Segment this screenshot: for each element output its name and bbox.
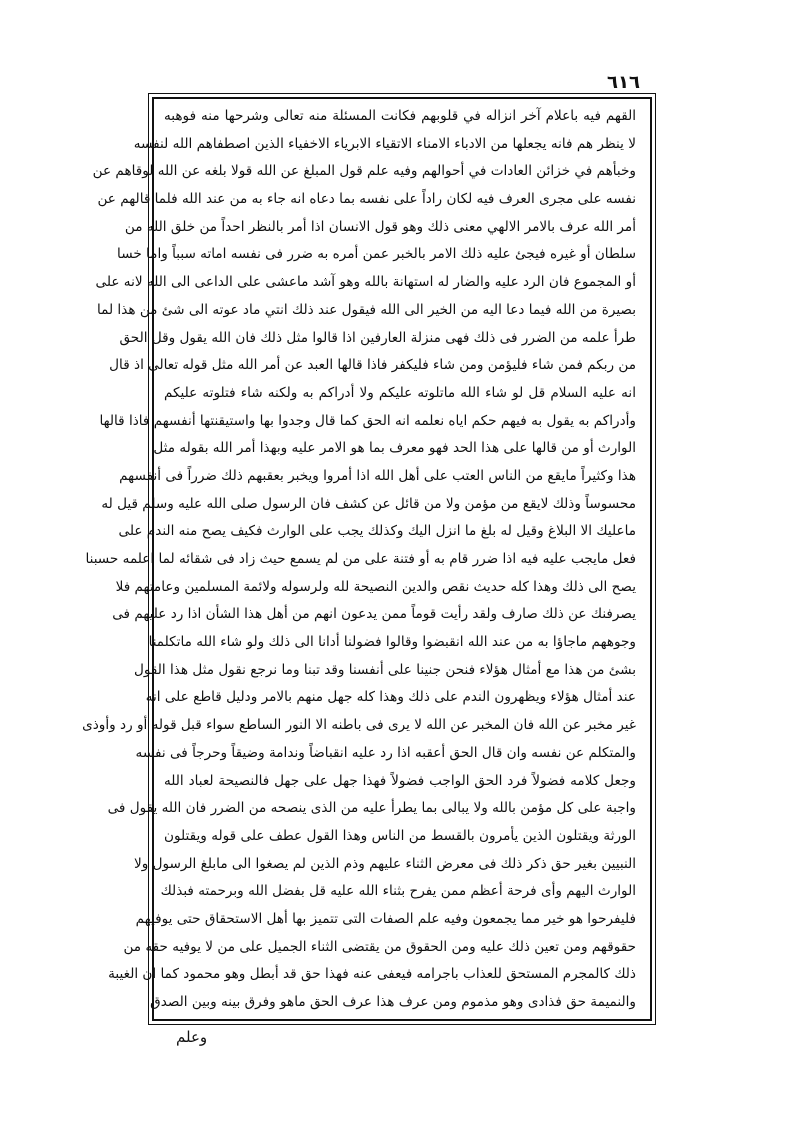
text-line: والنميمة حق فذادى وهو مذموم ومن عرف هذا عرف الحق ماهو وفرق بينه وبين الصدق	[150, 994, 636, 1010]
text-frame	[82, 97, 652, 1021]
text-line: ماعليك الا البلاغ وقيل له بلغ ما انزل اليك وكذلك يجب على الوارث فكيف يصح منه الندم على	[118, 523, 636, 540]
text-line: سلطان أو غيره فيجئ عليه ذلك الامر بالخبر عمن أمره به ضرر فى نفسه اماته سبباً واما خسا	[117, 246, 636, 263]
text-line: وخبأهم في خزائن العادات في أحوالهم وفيه علم قول المبلغ عن الله قولا بلغه عن الله لوقاهم عن	[92, 163, 636, 180]
text-line: انه عليه السلام قل لو شاء الله ماتلوته عليكم ولا أدراكم به ولكنه شاء فتلوته عليكم	[164, 384, 636, 401]
text-line: وأدراكم به يقول به فيهم حكم اياه نعلمه انه الحق كما قال وجدوا بها واستيقنتها أنفسهم فاذا قالها	[99, 412, 636, 429]
text-line: ذلك كالمجرم المستحق للعذاب باجرامه فيعفى عنه فهذا حق قد أبطل وهو محمود كما ان الغيبة	[108, 966, 636, 983]
text-line: عند أمثال هؤلاء ويظهرون الندم على ذلك وهذا كله جهل منهم بالامر ودليل قاطع على انه	[145, 689, 636, 706]
text-line: هذا وكثيراً مايقع من الناس العتب على أهل الله اذا أمروا ويخبر بعقبهم ذلك ضرراً فى أنفسهم	[119, 467, 636, 484]
text-line: الوارث أو من قالها على هذا الحد فهو معرف بما هو الامر عليه وبهذا أمر الله بقوله مثل	[153, 440, 636, 457]
text-line: نفسه على مجرى العرف فيه لكان راداً على نفسه بما دعاه انه جاء به من عند الله فلما قالهم عن	[97, 191, 636, 208]
text-line: الوارث اليهم وأى فرحة أعظم ممن يفرح بثناء الله عليه قل بفضل الله وبرحمته فبذلك	[160, 883, 636, 900]
text-line: أو المجموع فان الرد عليه والضار له استهانة بالله وهو آشد ماعشى على الداعى الى الله لانه على	[95, 274, 636, 291]
text-line: أمر الله عرف بالامر الالهي معنى ذلك وهو قول الانسان اذا أمر بالنظر احداً من خلق الله من	[124, 218, 636, 235]
text-line: الورثة ويقتلون الذين يأمرون بالقسط من الناس وهذا القول عطف على قوله ويقتلون	[164, 827, 636, 844]
text-line: بصيرة من الله فيما دعا اليه من الخير الى الله فيقول عند ذلك انتي ماد عوته الى شئ من هذا لما	[96, 301, 636, 318]
text-line: محسوساً وذلك لايقع من مؤمن ولا من قائل عن كشف فان الرسول صلى الله عليه وسلم قيل له	[101, 495, 636, 512]
text-line: غير مخبر عن الله فان المخبر عن الله لا يرى فى باطنه الا النور الساطع سواء قبل قوله أو رد وأوذى	[82, 717, 636, 734]
text-line: طرأ علمه من الضرر فى ذلك فهى منزلة العارفين اذا قالوا مثل ذلك فان الله يقول وقل الحق	[119, 329, 636, 346]
text-line: بشئ من هذا مع أمثال هؤلاء فنحن جنينا على أنفسنا وقد تبنا وما نرجع نقول مثل هذا القول	[133, 661, 636, 678]
text-line: يصرفنك عن ذلك صارف ولقد رأيت قوماً ممن يدعون انهم من أهل هذا الشأن اذا رد عليهم فى	[112, 606, 636, 623]
text-line: واجبة على كل مؤمن بالله ولا يبالى بما يطرأ عليه من الذى ينصحه من الضرر فان الله يقول فى	[107, 800, 636, 817]
text-line: يصح الى ذلك وهذا كله حديث نقص والدين النصيحة لله ولرسوله ولائمة المسلمين وعامتهم فلا	[115, 578, 636, 595]
text-line: وجوههم ماجاؤا به من عند الله انقبضوا وقالوا فضولنا أدانا الى ذلك ولو شاء الله ماتكلمنا	[148, 634, 636, 651]
text-line: وجعل كلامه فضولاً فرد الحق الواجب فضولاً فهذا جهل على جهل فالنصيحة لعباد الله	[164, 772, 636, 789]
page-number: ٦١٦	[607, 72, 640, 93]
text-line: النبيين بغير حق ذكر ذلك فى معرض الثناء عليهم وذم الذين لم يصغوا الى مابلغ الرسول ولا	[133, 855, 636, 872]
text-line: حقوقهم ومن تعين ذلك عليه ومن الحقوق من يقتضى الثناء الجميل على من لا يوفيه حقه من	[123, 938, 636, 955]
body-text	[82, 99, 650, 1019]
text-line: فليفرحوا هو خير مما يجمعون وفيه علم الصفات التى تتميز بها أهل الاستحقاق حتى يوفيهم	[135, 910, 636, 927]
text-line: لا ينظر هم فانه يجعلها من الادباء الامناء الاتقياء الابرياء الاخفياء الذين اصطفاهم الله لنفسه	[133, 135, 636, 152]
text-line: من ربكم فمن شاء فليؤمن ومن شاء فليكفر فاذا قالها العبد عن أمر الله مثل قوله تعالى اذ قال	[109, 357, 636, 374]
catchword: وعلم	[176, 1028, 208, 1046]
text-line: القهم فيه باعلام آخر انزاله في قلوبهم فكانت المسئلة منه تعالى وشرحها منه فوهبه	[164, 108, 636, 124]
text-line: والمتكلم عن نفسه وان قال الحق أعقبه اذا رد عليه انقباضاً وندامة وضيقاً وحرجاً فى نفسه	[135, 744, 636, 761]
text-line: فعل مايجب عليه فيه اذا ضرر قام به أو فتنة على من لم يسمع حيث زاد فى شقائه لما اعلمه حسبنا	[85, 551, 636, 567]
